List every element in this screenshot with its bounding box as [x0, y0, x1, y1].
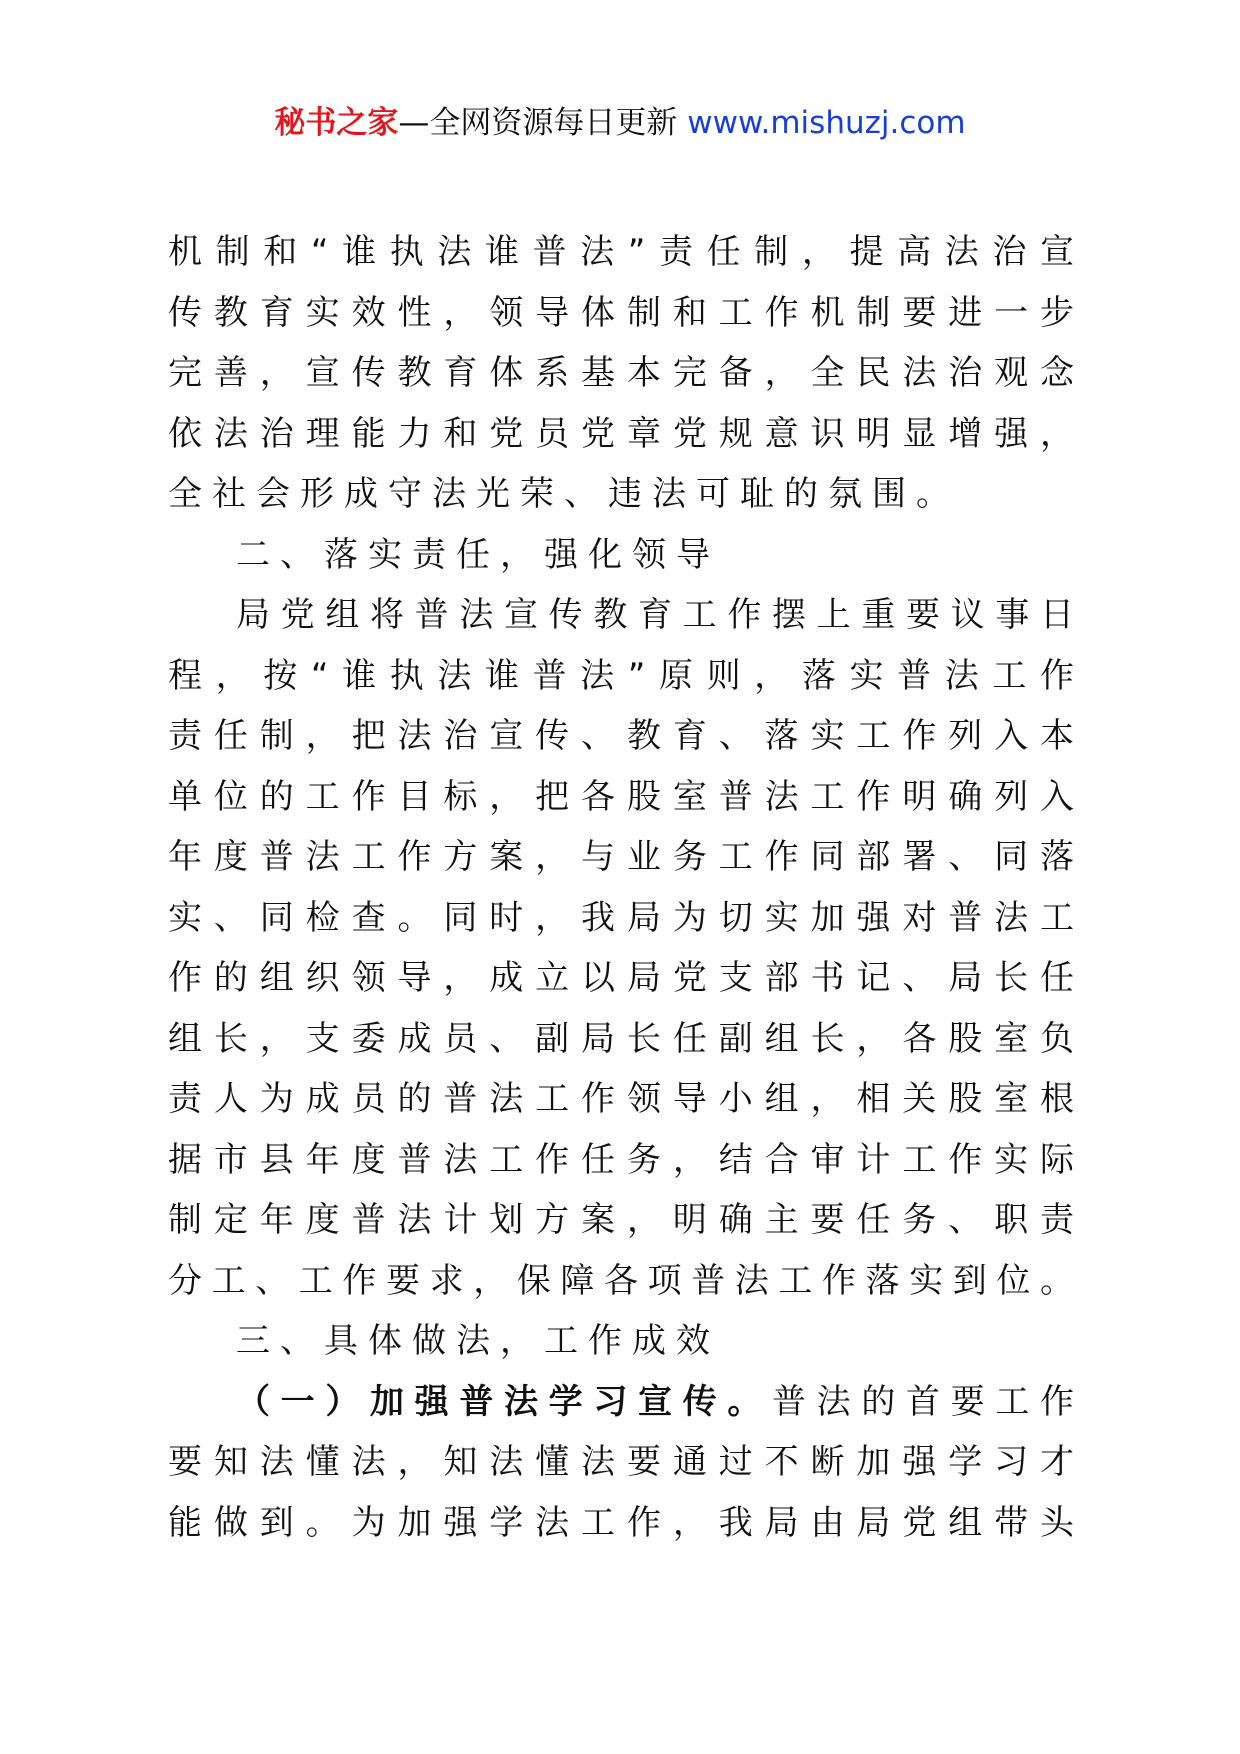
section-heading-2: 二、落实责任，强化领导 [236, 534, 720, 575]
body-line: 机制和“谁执法谁普法”责任制，提高法治宣 [168, 232, 1074, 272]
brand-name: 秘书之家 [274, 105, 399, 141]
paragraph-line: 据市县年度普法工作任务，结合审计工作实际 [168, 1139, 1074, 1180]
paragraph-line: 程，按“谁执法谁普法”原则，落实普法工作 [168, 655, 1074, 696]
body-line: 完善，宣传教育体系基本完备，全民法治观念 [168, 353, 1074, 393]
page-header [0, 100, 1240, 146]
section-heading-3: 三、具体做法，工作成效 [236, 1321, 720, 1361]
paragraph-line: 局党组将普法宣传教育工作摆上重要议事日 [236, 595, 1074, 635]
paragraph-line: 单位的工作目标，把各股室普法工作明确列入 [168, 776, 1074, 817]
subheading-bold: （一）加强普法学习宣传。 [236, 1381, 772, 1422]
paragraph-line: 年度普法工作方案，与业务工作同部署、同落 [168, 837, 1074, 877]
paragraph-line: 分工、工作要求，保障各项普法工作落实到位。 [168, 1260, 1074, 1301]
paragraph-line: 能做到。为加强学法工作，我局由局党组带头 [168, 1502, 1074, 1543]
paragraph-text: 普法的首要工作 [772, 1381, 1074, 1422]
paragraph-line: 组长，支委成员、副局长任副组长，各股室负 [168, 1018, 1074, 1059]
body-line: 依法治理能力和党员党章党规意识明显增强， [168, 413, 1074, 454]
site-url[interactable]: www.mishuzj.com [687, 105, 966, 141]
paragraph-line: 实、同检查。同时，我局为切实加强对普法工 [168, 897, 1074, 938]
paragraph-line [168, 1372, 1074, 1433]
document-body [168, 222, 1074, 1553]
paragraph-line: 责任制，把法治宣传、教育、落实工作列入本 [168, 716, 1074, 756]
paragraph-line: 要知法懂法，知法懂法要通过不断加强学习才 [168, 1442, 1074, 1482]
body-line: 传教育实效性，领导体制和工作机制要进一步 [168, 292, 1074, 333]
header-tagline: —全网资源每日更新 [398, 105, 678, 141]
paragraph-line: 制定年度普法计划方案，明确主要任务、职责 [168, 1200, 1074, 1240]
body-line: 全社会形成守法光荣、违法可耻的氛围。 [168, 474, 960, 514]
paragraph-line: 责人为成员的普法工作领导小组，相关股室根 [168, 1079, 1074, 1119]
paragraph-line: 作的组织领导，成立以局党支部书记、局长任 [168, 958, 1074, 998]
